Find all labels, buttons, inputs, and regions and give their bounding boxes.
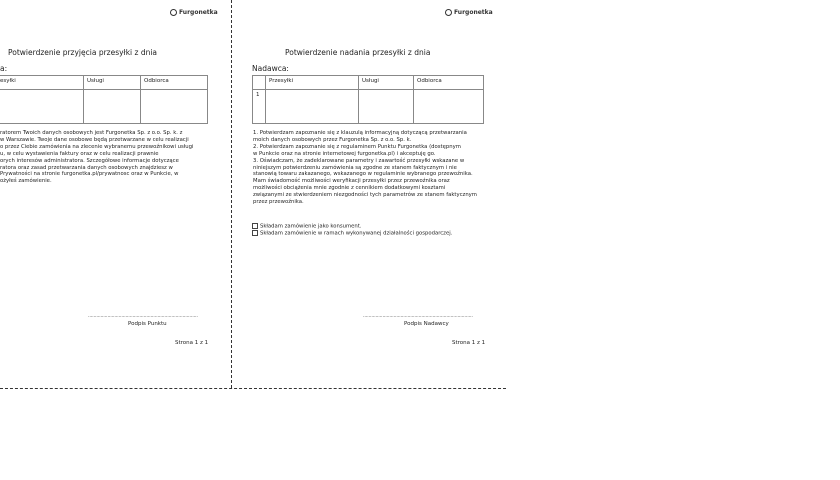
furgonetka-logo-icon [170,9,177,16]
left-shipment-table [0,75,208,124]
table-cell [0,90,84,124]
table-cell [253,76,266,90]
left-title: Potwierdzenie przyjęcia przesyłki z dnia [8,48,158,57]
right-declarations: 1. Potwierdzam zapoznanie się z klauzulą informacyjną dotyczącą przetwarzania moich danych osobowych przez Furgonetka Sp. z o.o. Sp. k. 2. Potwierdzam zapoznanie się z regulaminem Punktu Furgonetka (dostępnym w Punkcie oraz na stronie internetowej furgonetka.pl) i akceptuję go. 3. Oświadczam, że zadeklarowane parametry i zawartość przesyłki wskazane w niniejszym potwierdzeniu zamówienia są zgodne ze stanem faktycznym i nie stanowią towaru zakazanego, wskazanego w regulaminie wybranego przewoźnika. Mam świadomość możliwości weryfikacji przesyłki przez przewoźnika oraz możliwości obciążenia mnie zgodnie z cennikiem dodatkowymi kosztami związanymi ze stwierdzeniem niezgodności tych parametrów ze stanem faktycznym przez przewoźnika. [253,130,477,206]
table-cell [141,90,208,124]
checkbox-business-label: Składam zamówienie w ramach wykonywanej działalności gospodarczej. [260,230,453,237]
row-number: 1 [253,90,266,124]
checkbox-business-row[interactable] [252,230,452,238]
table-row [0,90,208,124]
table-row [253,90,484,124]
left-signature-label: Podpis Punktu [128,321,167,327]
table-cell [414,90,484,124]
left-col-recipient: Odbiorca [141,76,208,90]
right-logo [445,9,493,16]
checkbox-business[interactable] [252,230,258,236]
right-shipment-table [252,75,484,124]
left-party-label: a: [0,64,8,73]
table-header-row [0,76,208,90]
table-cell [359,90,414,124]
right-logo-text: Furgonetka [454,9,493,16]
right-col-shipments: Przesyłki [266,76,359,90]
left-page-number: Strona 1 z 1 [175,340,209,346]
table-cell [266,90,359,124]
left-signature-line: ............................................................................... [88,313,198,319]
left-logo [170,9,218,16]
right-signature-line: ............................................................................... [363,313,473,319]
checkbox-consumer[interactable] [252,223,258,229]
left-col-shipments: esyłki [0,76,84,90]
right-col-services: Usługi [359,76,414,90]
right-signature-label: Podpis Nadawcy [404,321,449,327]
vertical-cut-line [231,0,232,388]
checkbox-consumer-label: Składam zamówienie jako konsument. [260,223,362,230]
right-col-recipient: Odbiorca [414,76,484,90]
right-party-label: Nadawca: [252,64,289,73]
left-logo-text: Furgonetka [179,9,218,16]
right-title: Potwierdzenie nadania przesyłki z dnia [285,48,431,57]
right-page-number: Strona 1 z 1 [452,340,486,346]
left-col-services: Usługi [84,76,141,90]
table-header-row [253,76,484,90]
left-privacy-clause: ratorem Twoich danych osobowych jest Furgonetka Sp. z o.o. Sp. k. z w Warszawie. Twoje dane osobowe będą przetwarzane w celu realizacji o przez Ciebie zamówienia na zlecenie wybranemu przewoźnikowi usługi u, w celu wystawienia faktury oraz w celu realizacji prawnie orych interesów administratora. Szczegółowe informacje dotyczące ratora oraz zasad przetwarzania danych osobowych znajdziesz w Prywatności na stronie furgonetka.pl/prywatnosc oraz w Punkcie, w ożyłeś zamówienie. [0,130,194,185]
furgonetka-logo-icon [445,9,452,16]
horizontal-cut-line [0,388,506,389]
table-cell [84,90,141,124]
